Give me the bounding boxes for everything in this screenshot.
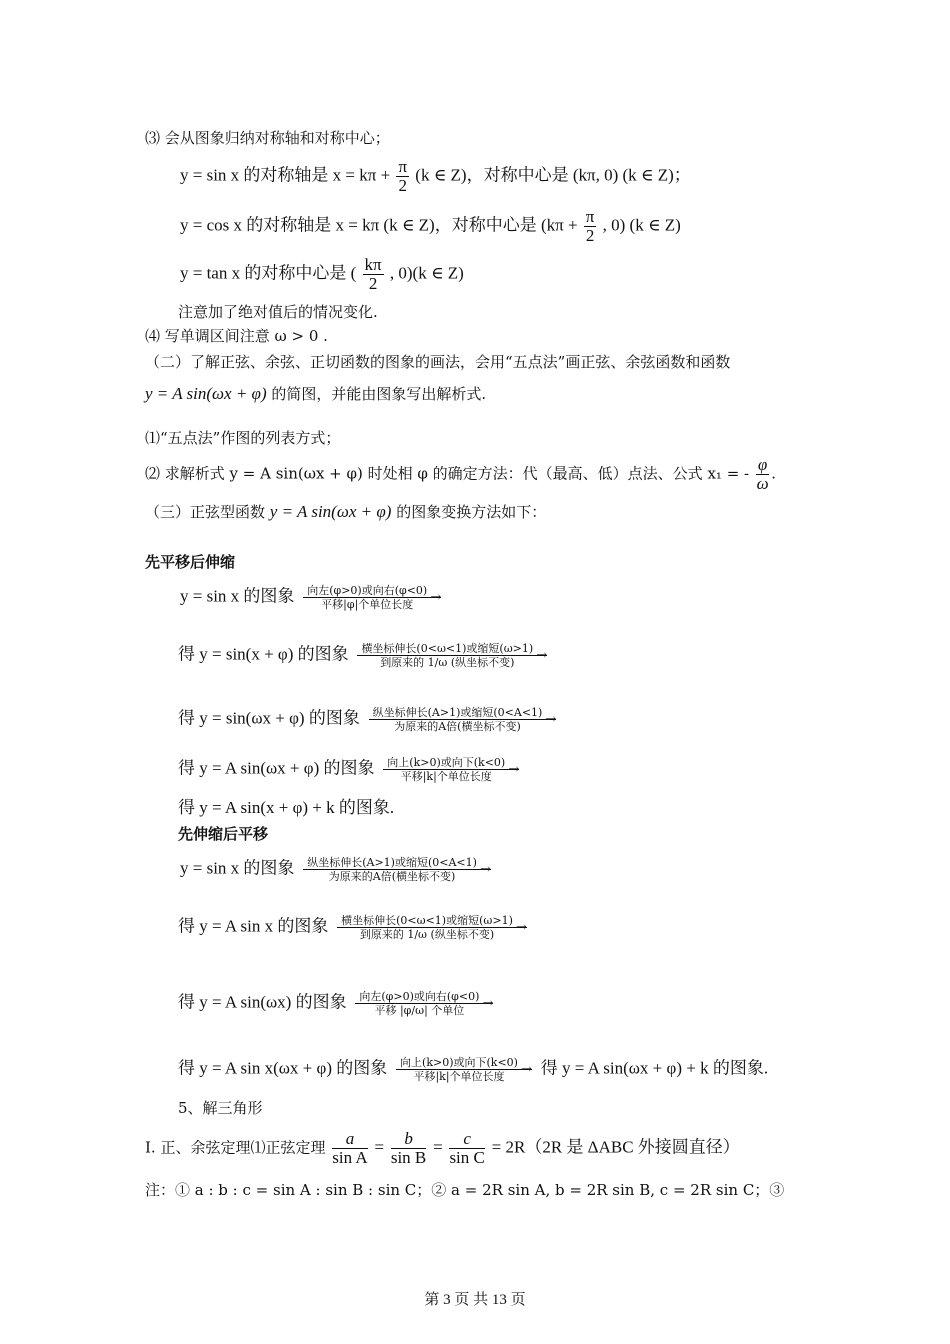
phi-over-omega-fraction: $\frac{\varphi}{\omega}$: [756, 455, 769, 493]
pi-over-2-fraction: $\frac{\pi}{2}$: [585, 207, 595, 245]
section-2-heading: （二）了解正弦、余弦、正切函数的图象的画法，会用“五点法”画正弦、余弦函数和函数: [145, 353, 731, 371]
section-5-heading: 5、解三角形: [178, 1099, 263, 1117]
pi-over-2-fraction: $\frac{\pi}{2}$: [398, 157, 408, 195]
equals-sign: =: [433, 1137, 443, 1157]
sin-symmetry-line: [180, 158, 691, 195]
shift-step-2: [178, 642, 551, 669]
transform-arrow: 向左(φ>0)或向右(φ<0) 平移 |φ/ω| 个单位 →: [355, 990, 493, 1017]
sine-law-tail: = 2R（2R 是 ΔABC 外接圆直径）: [491, 1137, 740, 1157]
phase-item-text: ⑵ 求解析式 y = A sin(ωx + φ) 时处相 φ 的确定方法：代（最高、低）点法、公式 x₁ = -: [145, 464, 750, 483]
sine-law-line: [145, 1130, 740, 1167]
sine-law-label: Ⅰ. 正、余弦定理⑴正弦定理: [145, 1138, 326, 1157]
step-text: 得 y = A sin(ωx) 的图象: [178, 992, 347, 1012]
step-result: 得 y = A sin(ωx + φ) + k 的图象.: [540, 1058, 769, 1078]
general-formula: y = A sin(ωx + φ): [145, 384, 267, 403]
stretch-step-4: [178, 1056, 768, 1083]
tan-symmetry-line: [180, 256, 464, 293]
section-3-formula: y = A sin(ωx + φ): [269, 502, 392, 521]
cos-axis-text-pre: y = cos x 的对称轴是 x = kπ (k ∈ Z)，对称中心是 (kπ +: [180, 215, 578, 235]
abs-note: 注意加了绝对值后的情况变化.: [178, 303, 378, 321]
c-over-sinC: $\frac{c}{\text{sin C}}$: [449, 1129, 485, 1167]
tan-text-post: , 0)(k ∈ Z): [389, 263, 464, 283]
step-text: 得 y = sin(ωx + φ) 的图象: [178, 708, 360, 728]
five-point-item: ⑴“五点法”作图的列表方式；: [145, 429, 341, 447]
shift-step-5: 得 y = A sin(x + φ) + k 的图象.: [178, 798, 395, 817]
section-2-line2: [145, 384, 486, 404]
step-text: y = sin x 的图象: [180, 586, 295, 606]
b-over-sinB: $\frac{b}{\text{sin B}}$: [390, 1129, 427, 1167]
step-text: y = sin x 的图象: [180, 858, 295, 878]
transform-arrow: 纵坐标伸长(A>1)或缩短(0<A<1) 为原来的A倍(横坐标不变) →: [303, 856, 491, 883]
section-2-tail: 的简图，并能由图象写出解析式.: [271, 385, 487, 403]
phase-item: ⑵ 求解析式 y = A sin(ωx + φ) 时处相 φ 的确定方法：代（最高、低）点法、公式 x₁ = - $\frac{\varphi}{\omega}$ .: [145, 455, 777, 493]
cos-symmetry-line: [180, 208, 681, 245]
transform-arrow: 向上(k>0)或向下(k<0) 平移|k|个单位长度 →: [383, 756, 519, 783]
sine-law-notes: 注：① a : b : c = sin A : sin B : sin C；② a = 2R sin A, b = 2R sin B, c = 2R sin C；③: [145, 1181, 785, 1199]
tan-text-pre: y = tan x 的对称中心是 (: [180, 263, 357, 283]
shift-first-heading: 先平移后伸缩: [145, 553, 236, 571]
shift-step-3: [178, 706, 560, 733]
stretch-first-heading: 先伸缩后平移: [178, 825, 269, 843]
step-text: 得 y = A sin x 的图象: [178, 916, 329, 936]
step-text: 得 y = A sin(ωx + φ) 的图象: [178, 758, 375, 778]
page-footer: 第 3 页 共 13 页: [424, 1292, 526, 1308]
line-symmetry-intro: ⑶ 会从图象归纳对称轴和对称中心；: [145, 129, 390, 147]
transform-arrow: 横坐标伸长(0<ω<1)或缩短(ω>1) 到原来的 1/ω (纵坐标不变) →: [357, 642, 547, 669]
transform-arrow: 纵坐标伸长(A>1)或缩短(0<A<1) 为原来的A倍(横坐标不变) →: [369, 706, 557, 733]
equals-sign: =: [374, 1137, 385, 1157]
stretch-step-3: [178, 990, 497, 1017]
stretch-step-2: [178, 914, 531, 941]
stretch-step-1: [180, 856, 495, 883]
a-over-sinA: $\frac{a}{\text{sin A}}$: [332, 1129, 368, 1167]
sin-axis-text-pre: y = sin x 的对称轴是 x = kπ +: [180, 165, 391, 185]
step-text: 得 y = sin(x + φ) 的图象: [178, 644, 349, 664]
section-3-line: [145, 502, 546, 522]
transform-arrow: 向左(φ>0)或向右(φ<0) 平移|φ|个单位长度 →: [303, 584, 441, 611]
transform-arrow: 横坐标伸长(0<ω<1)或缩短(ω>1) 到原来的 1/ω (纵坐标不变) →: [337, 914, 527, 941]
transform-arrow: 向上(k>0)或向下(k<0) 平移|k|个单位长度 →: [396, 1056, 532, 1083]
shift-step-1: [180, 584, 445, 611]
step-text: 得 y = A sin x(ωx + φ) 的图象: [178, 1058, 388, 1078]
monotone-note: ⑷ 写单调区间注意 ω > 0 .: [145, 327, 328, 345]
cos-axis-text-post: , 0) (k ∈ Z): [602, 215, 681, 235]
section-3-head: （三）正弦型函数: [145, 503, 266, 521]
section-3-tail: 的图象变换方法如下：: [396, 503, 547, 521]
sin-axis-text-post: (k ∈ Z)，对称中心是 (kπ, 0) (k ∈ Z)；: [415, 165, 691, 185]
kpi-over-2-fraction: $\frac{k\pi}{2}$: [364, 255, 382, 293]
shift-step-4: [178, 756, 523, 783]
